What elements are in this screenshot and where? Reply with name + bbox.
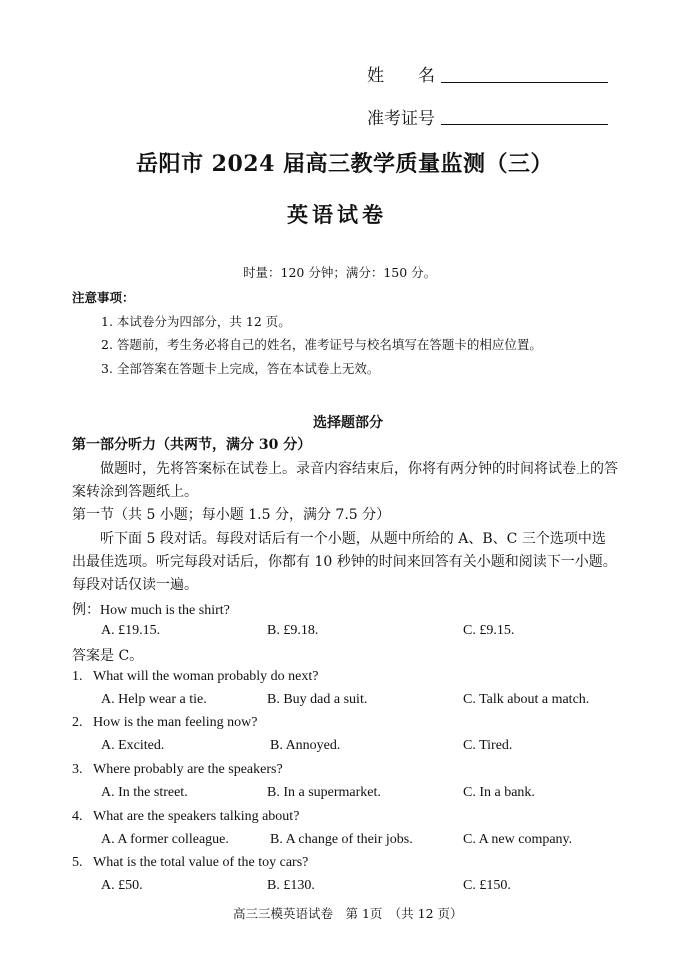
- question-text: What will the woman probably do next?: [93, 669, 319, 684]
- section1-line1: 听下面 5 段对话。每段对话后有一个小题，从题中所给的 A、B、C 三个选项中选: [100, 531, 606, 547]
- option-b: B. A change of their jobs.: [270, 832, 413, 847]
- example-option-c: C. £9.15.: [463, 623, 515, 638]
- option-a: A. In the street.: [101, 785, 188, 800]
- question-number: 4.: [72, 809, 83, 824]
- note-item-2: 2. 答题前，考生务必将自己的姓名，准考证号与校名填写在答题卡的相应位置。: [101, 337, 542, 352]
- option-a: A. £50.: [101, 878, 143, 893]
- option-c: C. £150.: [463, 878, 511, 893]
- example-answer: 答案是 C。: [72, 648, 144, 664]
- option-c: C. In a bank.: [463, 785, 535, 800]
- option-b: B. Buy dad a suit.: [267, 692, 368, 707]
- option-c: C. Talk about a match.: [463, 692, 590, 707]
- note-item-1: 1. 本试卷分为四部分，共 12 页。: [101, 314, 291, 329]
- section-title: 选择题部分: [313, 415, 383, 431]
- option-b: B. £130.: [267, 878, 315, 893]
- time-and-score: 时量：120 分钟；满分：150 分。: [243, 265, 437, 280]
- option-a: A. A former colleague.: [101, 832, 229, 847]
- note-item-3: 3. 全部答案在答题卡上完成，答在本试卷上无效。: [101, 361, 380, 376]
- option-c: C. Tired.: [463, 738, 513, 753]
- section1-heading: 第一节（共 5 小题；每小题 1.5 分，满分 7.5 分）: [72, 507, 391, 523]
- question-text: What are the speakers talking about?: [93, 809, 300, 824]
- option-c: C. A new company.: [463, 832, 573, 847]
- section1-line3: 每段对话仅读一遍。: [72, 577, 198, 593]
- question-text: What is the total value of the toy cars?: [93, 855, 309, 870]
- name-label: 姓 名: [367, 66, 435, 86]
- option-a: A. Excited.: [101, 738, 165, 753]
- exam-id-label: 准考证号: [367, 109, 435, 129]
- question-number: 5.: [72, 855, 83, 870]
- part1-heading: 第一部分听力（共两节，满分 30 分）: [72, 437, 312, 453]
- option-a: A. Help wear a tie.: [101, 692, 207, 707]
- exam-id-blank-line[interactable]: [441, 124, 608, 125]
- example-question: 例：How much is the shirt?: [72, 603, 230, 618]
- option-b: B. Annoyed.: [270, 738, 341, 753]
- exam-subtitle: 英语试卷: [287, 202, 387, 227]
- notes-heading: 注意事项：: [72, 290, 135, 305]
- question-text: How is the man feeling now?: [93, 715, 258, 730]
- part1-intro-line1: 做题时，先将答案标在试卷上。录音内容结束后，你将有两分钟的时间将试卷上的答: [100, 461, 618, 477]
- exam-title: 岳阳市 2024 届高三教学质量监测（三）: [136, 151, 554, 177]
- question-number: 3.: [72, 762, 83, 777]
- name-blank-line[interactable]: [441, 82, 608, 83]
- example-option-b: B. £9.18.: [267, 623, 319, 638]
- section1-line2: 出最佳选项。听完每段对话后，你都有 10 秒钟的时间来回答有关小题和阅读下一小题。: [72, 554, 617, 570]
- question-number: 2.: [72, 715, 83, 730]
- part1-intro-line2: 案转涂到答题纸上。: [72, 484, 198, 500]
- question-number: 1.: [72, 669, 83, 684]
- example-option-a: A. £19.15.: [101, 623, 161, 638]
- option-b: B. In a supermarket.: [267, 785, 381, 800]
- question-text: Where probably are the speakers?: [93, 762, 283, 777]
- page-footer: 高三三模英语试卷 第 1页 （共 12 页）: [233, 906, 463, 921]
